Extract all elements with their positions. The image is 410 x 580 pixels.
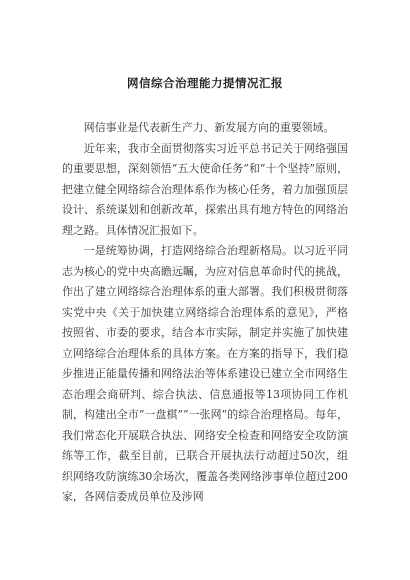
paragraph-intro: 网信事业是代表新生产力、新发展方向的重要领域。 xyxy=(83,121,335,134)
document-body xyxy=(62,118,348,508)
paragraph-overview: 近年来，我市全面贯彻落实习近平总书记关于网络强国的重要思想，深刻领悟“五大使命任务”和“十个坚持”原则，把建立健全网络综合治理体系作为核心任务，着力加强顶层设计、系统谋划和创新改革，探索出具有地方特色的网络治理之路。具体情况汇报如下。 xyxy=(62,141,348,237)
document-title: 网信综合治理能力提情况汇报 xyxy=(127,76,283,90)
paragraph-coordination: 一是统筹协调，打造网络综合治理新格局。以习近平同志为核心的党中央高瞻远瞩，为应对信息革命时代的挑战，作出了建立网络综合治理体系的重大部署。我们积极贯彻落实党中央《关于加快建立网络综合治理体系的意见》，严格按照省、市委的要求，结合本市实际，制定并实施了加快建立网络综合治理体系的具体方案。在方案的指导下，我们稳步推进正能量传播和网络法治等体系建设已建立全市网络生态治理会商研判、综合执法、信息通报等13项协同工作机制，构建出全市“一盘棋”“一张网”的综合治理格局。每年，我们常态化开展联合执法、网络安全检查和网络安全攻防演练等工作，截至目前，已联合开展执法行动超过50次，组织网络攻防演练30余场次，覆盖各类网络涉事单位超过200家，各网信委成员单位及涉网 xyxy=(62,244,348,503)
